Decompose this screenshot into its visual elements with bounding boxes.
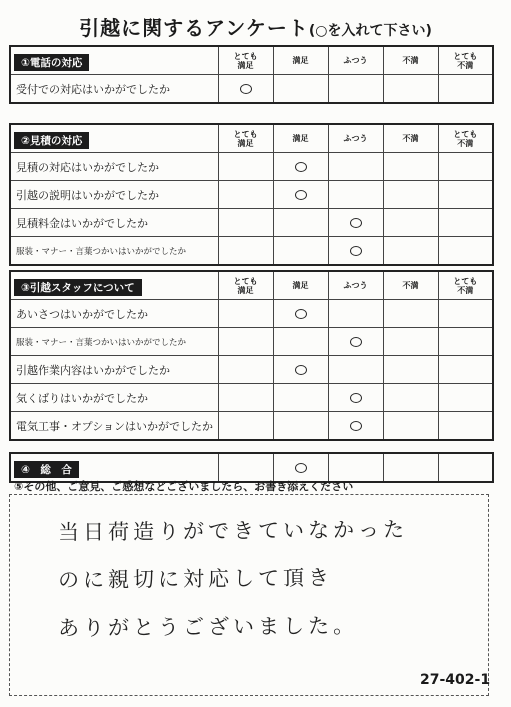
form-code: 27-402-1: [420, 672, 491, 688]
rating-cell[interactable]: [218, 153, 273, 181]
rating-cell[interactable]: [438, 237, 493, 266]
rating-cell[interactable]: [218, 75, 273, 104]
survey-title: [0, 12, 511, 41]
rating-cell[interactable]: [383, 153, 438, 181]
question-row: [10, 300, 493, 328]
rating-cell[interactable]: [273, 384, 328, 412]
rating-cell[interactable]: [328, 328, 383, 356]
rating-cell[interactable]: [383, 181, 438, 209]
question-label: あいさつはいかがでしたか: [10, 300, 218, 328]
circle-mark-icon: [350, 337, 362, 347]
rating-cell[interactable]: [328, 356, 383, 384]
column-header: とても 不満: [438, 271, 493, 300]
rating-cell[interactable]: [273, 328, 328, 356]
rating-cell[interactable]: [438, 75, 493, 104]
question-row: [10, 153, 493, 181]
rating-cell[interactable]: [218, 181, 273, 209]
question-label: 受付での対応はいかがでしたか: [10, 75, 218, 104]
column-header: ふつう: [328, 271, 383, 300]
question-row: [10, 328, 493, 356]
question-label: 電気工事・オプションはいかがでしたか: [10, 412, 218, 441]
column-header: ふつう: [328, 46, 383, 75]
survey-section-2: [9, 123, 494, 266]
overall-cell-3[interactable]: [383, 453, 438, 482]
rating-cell[interactable]: [218, 328, 273, 356]
question-label: 服装・マナー・言葉つかいはいかがでしたか: [10, 328, 218, 356]
rating-cell[interactable]: [383, 412, 438, 441]
rating-cell[interactable]: [438, 181, 493, 209]
rating-cell[interactable]: [383, 209, 438, 237]
rating-cell[interactable]: [383, 300, 438, 328]
rating-cell[interactable]: [218, 300, 273, 328]
column-header: ふつう: [328, 124, 383, 153]
circle-mark-icon: [295, 463, 307, 473]
question-label: 見積の対応はいかがでしたか: [10, 153, 218, 181]
free-comment-prompt: ⑤その他、ご意見、ご感想などございましたら、お書き添えください: [14, 480, 354, 493]
rating-cell[interactable]: [328, 75, 383, 104]
rating-cell[interactable]: [383, 356, 438, 384]
rating-cell[interactable]: [328, 153, 383, 181]
question-label: 見積料金はいかがでしたか: [10, 209, 218, 237]
rating-cell[interactable]: [218, 356, 273, 384]
rating-cell[interactable]: [383, 328, 438, 356]
rating-cell[interactable]: [328, 300, 383, 328]
circle-mark-icon: [350, 246, 362, 256]
rating-cell[interactable]: [438, 384, 493, 412]
question-row: [10, 384, 493, 412]
rating-cell[interactable]: [273, 300, 328, 328]
rating-cell[interactable]: [383, 75, 438, 104]
question-row: [10, 237, 493, 266]
column-header: とても 満足: [218, 271, 273, 300]
question-row: [10, 75, 493, 104]
rating-cell[interactable]: [273, 237, 328, 266]
rating-cell[interactable]: [328, 181, 383, 209]
survey-section-3: [9, 270, 494, 441]
survey-section-1: [9, 45, 494, 104]
rating-cell[interactable]: [218, 412, 273, 441]
rating-cell[interactable]: [218, 237, 273, 266]
handwritten-line-1: 当日荷造りができていなかった: [57, 517, 409, 545]
rating-cell[interactable]: [273, 153, 328, 181]
circle-mark-icon: [295, 365, 307, 375]
handwritten-line-3: ありがとうございました。: [57, 613, 359, 641]
question-label: 気くばりはいかがでしたか: [10, 384, 218, 412]
rating-cell[interactable]: [218, 384, 273, 412]
question-row: [10, 412, 493, 441]
rating-cell[interactable]: [438, 300, 493, 328]
rating-cell[interactable]: [273, 75, 328, 104]
question-row: [10, 356, 493, 384]
rating-cell[interactable]: [328, 384, 383, 412]
rating-cell[interactable]: [328, 412, 383, 441]
question-row: [10, 209, 493, 237]
handwritten-line-2: のに親切に対応して頂き: [57, 565, 334, 593]
survey-title-main: 引越に関するアンケート: [79, 16, 309, 40]
column-header: 不満: [383, 46, 438, 75]
rating-cell[interactable]: [273, 209, 328, 237]
rating-cell[interactable]: [328, 209, 383, 237]
section-heading: ③引越スタッフについて: [14, 279, 142, 296]
column-header: 不満: [383, 271, 438, 300]
section-heading: ②見積の対応: [14, 132, 89, 149]
column-header: とても 不満: [438, 46, 493, 75]
question-label: 引越作業内容はいかがでしたか: [10, 356, 218, 384]
column-header: とても 満足: [218, 124, 273, 153]
circle-mark-icon: [295, 190, 307, 200]
rating-cell[interactable]: [438, 356, 493, 384]
circle-mark-icon: [240, 84, 252, 94]
circle-mark-icon: [350, 421, 362, 431]
column-header: とても 満足: [218, 46, 273, 75]
circle-mark-icon: [295, 309, 307, 319]
rating-cell[interactable]: [438, 328, 493, 356]
column-header: 満足: [273, 271, 328, 300]
rating-cell[interactable]: [273, 181, 328, 209]
overall-cell-4[interactable]: [438, 453, 493, 482]
circle-mark-icon: [295, 162, 307, 172]
rating-cell[interactable]: [273, 356, 328, 384]
rating-cell[interactable]: [383, 237, 438, 266]
rating-cell[interactable]: [438, 153, 493, 181]
rating-cell[interactable]: [438, 412, 493, 441]
circle-mark-icon: [350, 393, 362, 403]
circle-mark-icon: [350, 218, 362, 228]
survey-title-sub: (○を入れて下さい): [308, 23, 432, 39]
rating-cell[interactable]: [383, 384, 438, 412]
rating-cell[interactable]: [438, 209, 493, 237]
column-header: とても 不満: [438, 124, 493, 153]
rating-cell[interactable]: [328, 237, 383, 266]
section-heading: ①電話の対応: [14, 54, 89, 71]
column-header: 不満: [383, 124, 438, 153]
rating-cell[interactable]: [273, 412, 328, 441]
question-row: [10, 181, 493, 209]
column-header: 満足: [273, 46, 328, 75]
question-label: 引越の説明はいかがでしたか: [10, 181, 218, 209]
question-label: 服装・マナー・言葉つかいはいかがでしたか: [10, 237, 218, 266]
rating-cell[interactable]: [218, 209, 273, 237]
column-header: 満足: [273, 124, 328, 153]
overall-heading: ④ 総 合: [14, 461, 79, 478]
